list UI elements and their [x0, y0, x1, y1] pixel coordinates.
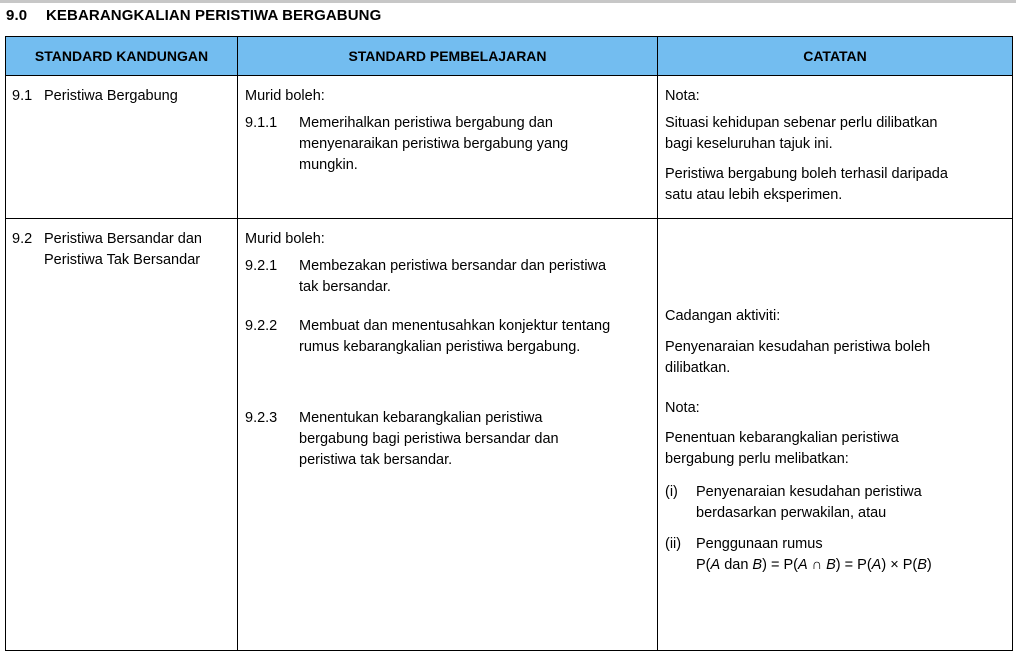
content-standard-cell	[6, 219, 238, 651]
notes-text-line: Penyenaraian kesudahan peristiwa boleh	[665, 339, 931, 356]
notes-text-line: Penentuan kebarangkalian peristiwa	[665, 430, 899, 447]
learning-text-line: Membuat dan menentusahkan konjektur tentang	[299, 318, 611, 335]
notes-cell	[658, 76, 1013, 219]
section-title: KEBARANGKALIAN PERISTIWA BERGABUNG	[46, 7, 382, 24]
learning-item	[245, 113, 651, 176]
learning-text-line: rumus kebarangkalian peristiwa bergabung.	[299, 339, 581, 356]
list-text-line: Penyenaraian kesudahan peristiwa	[696, 484, 922, 501]
learning-item	[245, 316, 651, 358]
list-text-line: berdasarkan perwakilan, atau	[696, 505, 887, 522]
content-code: 9.2	[12, 231, 33, 248]
learning-text-line: mungkin.	[299, 157, 358, 173]
list-marker: (ii)	[665, 536, 682, 553]
learning-code: 9.2.2	[245, 318, 278, 335]
notes-label: Nota:	[665, 88, 700, 104]
learning-text-line: tak bersandar.	[299, 279, 391, 296]
content-title: Peristiwa Tak Bersandar	[44, 252, 201, 269]
learning-code: 9.2.3	[245, 410, 278, 427]
activity-label: Cadangan aktiviti:	[665, 308, 781, 325]
list-text-line: Penggunaan rumus	[696, 536, 823, 553]
section-number: 9.0	[6, 7, 28, 24]
learning-intro: Murid boleh:	[245, 88, 325, 104]
header-catatan: CATATAN	[658, 37, 1013, 76]
learning-code: 9.2.1	[245, 258, 278, 275]
curriculum-table	[5, 36, 1013, 651]
notes-text-line: Situasi kehidupan sebenar perlu dilibatkan	[665, 115, 938, 131]
learning-standard-cell	[238, 219, 658, 651]
learning-text-line: menyenaraikan peristiwa bergabung yang	[299, 136, 569, 152]
content-title: Peristiwa Bergabung	[44, 88, 178, 104]
learning-text-line: bergabung bagi peristiwa bersandar dan	[299, 431, 559, 448]
section-heading	[6, 7, 381, 24]
header-row	[6, 37, 1013, 76]
probability-formula: P(A dan B) = P(A ∩ B) = P(A) × P(B)	[696, 557, 932, 574]
notes-label: Nota:	[665, 400, 700, 417]
list-item	[665, 534, 1004, 576]
notes-text-line: bergabung perlu melibatkan:	[665, 451, 849, 468]
top-rule	[0, 0, 1016, 3]
table-row	[6, 76, 1013, 219]
learning-text-line: Membezakan peristiwa bersandar dan peristiwa	[299, 258, 607, 275]
notes-text-line: bagi keseluruhan tajuk ini.	[665, 136, 833, 152]
learning-text-line: peristiwa tak bersandar.	[299, 452, 453, 469]
header-standard-pembelajaran: STANDARD PEMBELAJARAN	[238, 37, 658, 76]
notes-text-line: dilibatkan.	[665, 360, 731, 377]
content-standard-cell	[6, 76, 238, 219]
learning-intro: Murid boleh:	[245, 231, 325, 248]
notes-cell	[658, 219, 1013, 651]
learning-text-line: Menentukan kebarangkalian peristiwa	[299, 410, 543, 427]
notes-text-line: Peristiwa bergabung boleh terhasil daripada	[665, 166, 948, 182]
learning-item	[245, 408, 651, 471]
header-standard-kandungan: STANDARD KANDUNGAN	[6, 37, 238, 76]
learning-standard-cell	[238, 76, 658, 219]
learning-item	[245, 256, 651, 298]
notes-text-line: satu atau lebih eksperimen.	[665, 187, 843, 203]
learning-text-line: Memerihalkan peristiwa bergabung dan	[299, 115, 553, 131]
table-row	[6, 219, 1013, 651]
content-title: Peristiwa Bersandar dan	[44, 231, 202, 248]
list-marker: (i)	[665, 484, 678, 501]
learning-code: 9.1.1	[245, 115, 278, 131]
content-code: 9.1	[12, 88, 33, 104]
list-item	[665, 482, 1004, 524]
